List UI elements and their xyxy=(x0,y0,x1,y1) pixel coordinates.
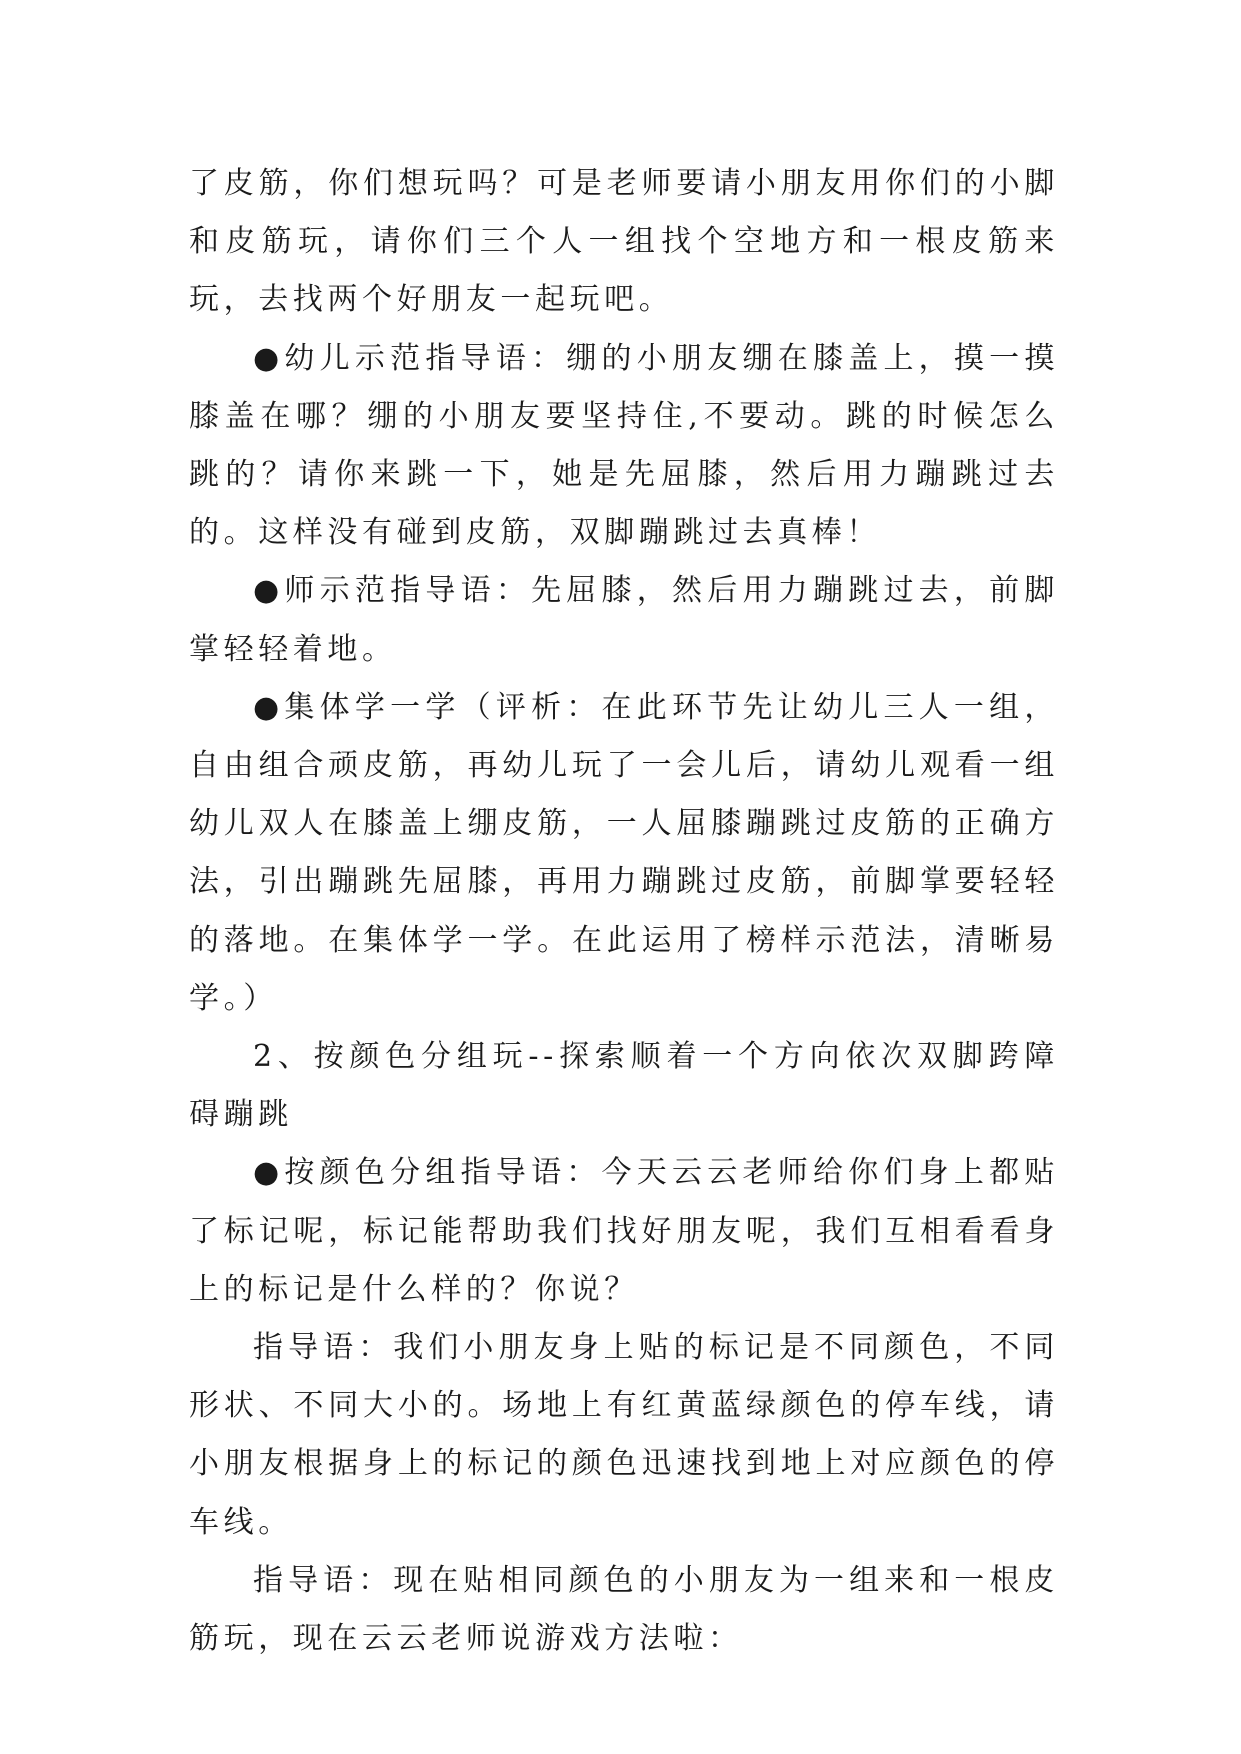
paragraph-6: ●按颜色分组指导语：今天云云老师给你们身上都贴了标记呢，标记能帮助我们找好朋友呢，我们互相看看身上的标记是什么样的？你说？ xyxy=(189,1155,1059,1307)
paragraph-1: 了皮筋，你们想玩吗？可是老师要请小朋友用你们的小脚和皮筋玩，请你们三个人一组找个空地方和一根皮筋来玩，去找两个好朋友一起玩吧。 xyxy=(189,166,1059,318)
paragraph-3: ●师示范指导语：先屈膝，然后用力蹦跳过去，前脚掌轻轻着地。 xyxy=(189,573,1059,667)
document-body xyxy=(189,155,1059,1668)
paragraph-4: ●集体学一学（评析：在此环节先让幼儿三人一组，自由组合顽皮筋，再幼儿玩了一会儿后，请幼儿观看一组幼儿双人在膝盖上绷皮筋，一人屈膝蹦跳过皮筋的正确方法，引出蹦跳先屈膝，再用力蹦跳过皮筋，前脚掌要轻轻的落地。在集体学一学。在此运用了榜样示范法，清晰易学。） xyxy=(189,689,1059,1016)
paragraph-7: 指导语：我们小朋友身上贴的标记是不同颜色，不同形状、不同大小的。场地上有红黄蓝绿颜色的停车线，请小朋友根据身上的标记的颜色迅速找到地上对应颜色的停车线。 xyxy=(189,1330,1059,1540)
paragraph-5: 2、按颜色分组玩--探索顺着一个方向依次双脚跨障碍蹦跳 xyxy=(189,1039,1059,1133)
paragraph-8: 指导语：现在贴相同颜色的小朋友为一组来和一根皮筋玩，现在云云老师说游戏方法啦： xyxy=(189,1562,1059,1657)
paragraph-2: ●幼儿示范指导语：绷的小朋友绷在膝盖上，摸一摸膝盖在哪？绷的小朋友要坚持住,不要动。跳的时候怎么跳的？请你来跳一下，她是先屈膝，然后用力蹦跳过去的。这样没有碰到皮筋，双脚蹦跳过去真棒！ xyxy=(189,340,1059,551)
